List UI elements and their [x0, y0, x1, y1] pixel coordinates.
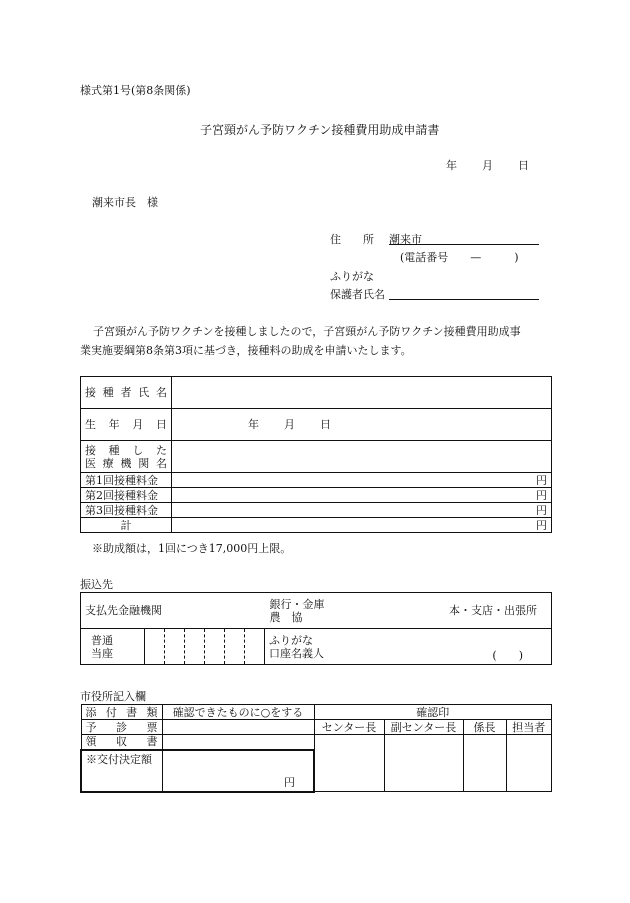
- account-digit-6[interactable]: [245, 629, 265, 665]
- account-holder-paren: ( ): [492, 649, 523, 662]
- guardian-name-label: 保護者氏名: [330, 288, 385, 301]
- account-furigana-label: ふりがな: [269, 633, 313, 647]
- attach-documents-label: 添付書類: [81, 705, 162, 720]
- bank-row: [81, 593, 552, 629]
- date-year-label: 年: [446, 159, 457, 172]
- role-staff: 担当者: [506, 720, 552, 735]
- account-holder-field[interactable]: [337, 629, 552, 665]
- receipt-label: 領収書: [81, 735, 162, 750]
- address-field[interactable]: [389, 231, 539, 245]
- stamp-deputy-director[interactable]: [384, 735, 463, 792]
- fee-row-3-amount-field[interactable]: [172, 503, 552, 518]
- office-header-row: [81, 705, 552, 720]
- birth-month-label: 月: [284, 418, 295, 431]
- grant-amount-label: ※交付決定額: [81, 750, 162, 792]
- account-type-field[interactable]: [81, 629, 145, 665]
- bank-type-bank: 銀行・金庫: [269, 597, 325, 611]
- fee-row-3-label: 第3回接種料金: [81, 503, 172, 518]
- fee-row-2-label: 第2回接種料金: [81, 488, 172, 503]
- subsidy-note: ※助成額は，1回につき17,000円上限。: [92, 542, 292, 555]
- account-digit-1[interactable]: [145, 629, 165, 665]
- guardian-name-field[interactable]: [389, 286, 539, 300]
- account-holder-label-cell: [265, 629, 337, 665]
- account-row: [81, 629, 552, 665]
- vaccination-table: [80, 376, 552, 533]
- grant-amount-unit: 円: [284, 775, 295, 789]
- bank-name-field[interactable]: [81, 593, 265, 629]
- birth-year-label: 年: [248, 418, 259, 431]
- account-type-ordinary: 普通: [91, 633, 113, 647]
- stamp-section-chief[interactable]: [463, 735, 506, 792]
- check-instruction-label: 確認できたものに○をする: [162, 705, 314, 720]
- role-section-chief: 係長: [463, 720, 506, 735]
- preliminary-exam-row: [81, 720, 552, 735]
- office-use-table: [80, 704, 552, 793]
- bank-type-cell: [265, 593, 337, 629]
- bank-type-coop: 農 協: [269, 610, 303, 624]
- fee-total-unit: 円: [536, 518, 547, 532]
- fee-row-3-unit: 円: [536, 503, 547, 517]
- receipt-check[interactable]: [162, 735, 314, 750]
- account-digit-5[interactable]: [225, 629, 245, 665]
- recipient-name-label: 接種者氏名: [81, 377, 172, 409]
- transfer-section-title: 振込先: [80, 578, 113, 591]
- fee-total-label: 計: [81, 518, 172, 533]
- birth-date-label: 生年月日: [81, 409, 172, 441]
- date-month-label: 月: [482, 159, 493, 172]
- stamp-staff[interactable]: [506, 735, 552, 792]
- office-section-title: 市役所記入欄: [80, 690, 146, 703]
- fee-row-1-label: 第1回接種料金: [81, 473, 172, 488]
- birth-date-field[interactable]: [172, 409, 552, 441]
- address-value: 潮来市: [389, 233, 422, 246]
- account-digit-2[interactable]: [165, 629, 185, 665]
- role-center-director: センター長: [314, 720, 384, 735]
- fee-total-amount-field[interactable]: [172, 518, 552, 533]
- date-day-label: 日: [518, 159, 529, 172]
- institution-label: 接種した 医療機関名: [81, 441, 172, 473]
- body-text-line-1: 子宮頸がん予防ワクチンを接種しましたので，子宮頸がん予防ワクチン接種費用助成事: [93, 325, 521, 338]
- applicant-furigana-label: ふりがな: [330, 270, 374, 283]
- confirm-stamp-label: 確認印: [314, 705, 552, 720]
- bank-label: 支払先金融機関: [85, 604, 162, 617]
- fee-row-2: [81, 488, 552, 503]
- receipt-row: [81, 735, 552, 750]
- account-type-current: 当座: [91, 646, 113, 660]
- account-digit-3[interactable]: [185, 629, 205, 665]
- birth-day-label: 日: [320, 418, 331, 431]
- fee-row-1-unit: 円: [536, 473, 547, 487]
- institution-field[interactable]: [172, 441, 552, 473]
- addressee: 潮来市長 様: [92, 196, 158, 209]
- birth-date-row: [81, 409, 552, 441]
- preliminary-exam-label: 予診票: [81, 720, 162, 735]
- recipient-name-field[interactable]: [172, 377, 552, 409]
- fee-row-2-amount-field[interactable]: [172, 488, 552, 503]
- fee-row-3: [81, 503, 552, 518]
- document-title: 子宮頸がん予防ワクチン接種費用助成申請書: [200, 123, 440, 137]
- phone-number-field[interactable]: (電話番号 — ): [400, 251, 519, 264]
- preliminary-exam-check[interactable]: [162, 720, 314, 735]
- body-text-line-2: 業実施要綱第8条第3項に基づき，接種料の助成を申請いたします。: [80, 344, 412, 357]
- recipient-name-row: [81, 377, 552, 409]
- fee-row-2-unit: 円: [536, 488, 547, 502]
- account-digit-4[interactable]: [205, 629, 225, 665]
- fee-row-1: [81, 473, 552, 488]
- fee-row-1-amount-field[interactable]: [172, 473, 552, 488]
- transfer-table: [80, 592, 552, 665]
- branch-type-label: 本・支店・出張所: [449, 604, 537, 617]
- account-holder-label: 口座名義人: [269, 646, 324, 660]
- fee-total-row: [81, 518, 552, 533]
- role-deputy-director: 副センター長: [384, 720, 463, 735]
- form-number: 様式第1号(第8条関係): [80, 84, 191, 97]
- institution-row: [81, 441, 552, 473]
- grant-amount-field[interactable]: [162, 750, 314, 792]
- branch-field[interactable]: [337, 593, 552, 629]
- address-label: 住 所: [330, 233, 374, 246]
- stamp-center-director[interactable]: [314, 735, 384, 792]
